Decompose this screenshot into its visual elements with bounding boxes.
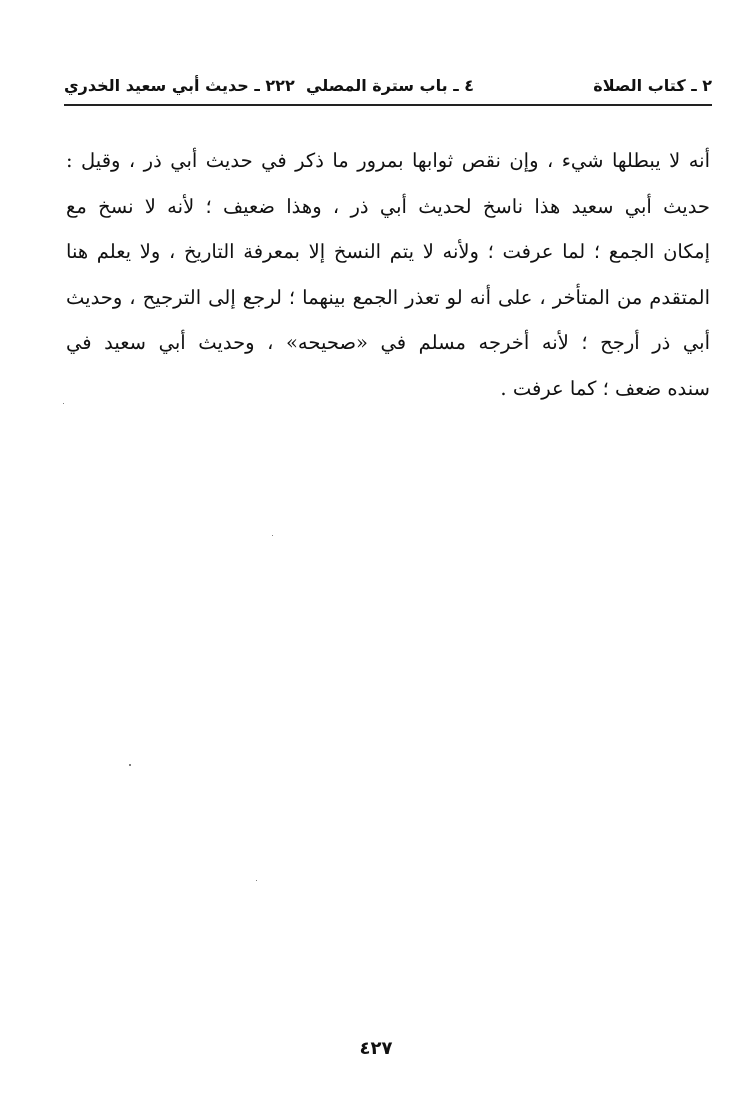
- text-line: سنده ضعف ؛ كما عرفت .: [500, 376, 710, 400]
- header-book-title: ٢ ـ كتاب الصلاة: [593, 76, 712, 95]
- scan-speck: [129, 764, 131, 766]
- header-divider: [64, 104, 712, 106]
- scan-speck: [63, 403, 64, 404]
- text-line: أبي ذر أرجح ؛ لأنه أخرجه مسلم في «صحيحه» ، وحديث أبي سعيد في: [66, 331, 710, 355]
- page-number: ٤٢٧: [359, 1038, 393, 1059]
- body-paragraph: [66, 138, 710, 412]
- text-line: حديث أبي سعيد هذا ناسخ لحديث أبي ذر ، وهذا ضعيف ؛ لأنه لا نسخ مع: [66, 194, 710, 218]
- header-hadith-title: ٢٢٢ ـ حديث أبي سعيد الخدري: [64, 76, 295, 95]
- text-line: أنه لا يبطلها شيء ، وإن نقص ثوابها بمرور ما ذكر في حديث أبي ذر ، وقيل :: [66, 149, 710, 172]
- header-chapter-title: ٤ ـ باب سترة المصلي: [306, 76, 474, 95]
- scan-speck: [256, 880, 257, 881]
- text-line: المتقدم من المتأخر ، على أنه لو تعذر الجمع بينهما ؛ لرجع إلى الترجيح ، وحديث: [66, 285, 710, 309]
- scan-speck: [272, 535, 273, 536]
- running-header: [64, 70, 712, 106]
- text-line: إمكان الجمع ؛ لما عرفت ؛ ولأنه لا يتم النسخ إلا بمعرفة التاريخ ، ولا يعلم هنا: [66, 240, 710, 264]
